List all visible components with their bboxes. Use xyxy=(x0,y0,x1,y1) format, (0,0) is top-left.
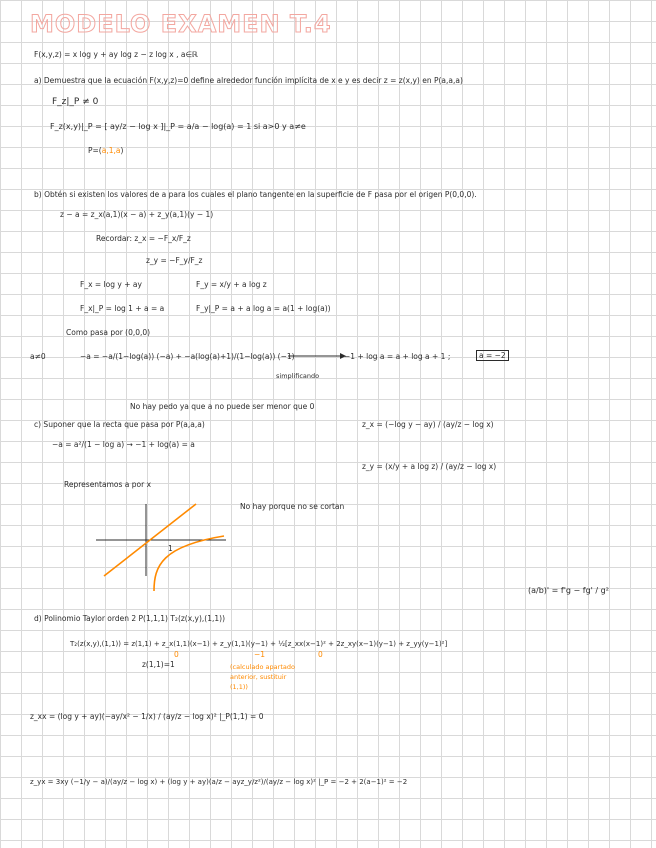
part-a-point xyxy=(88,146,123,155)
part-b-statement: b) Obtén si existen los valores de a para los cuales el plano tangente en la superficie de F pasa por el origen P(0,0,0). xyxy=(34,190,477,199)
part-b-result: a = −2 xyxy=(476,350,509,361)
part-c-statement: c) Suponer que la recta que pasa por P(a,a,a) xyxy=(34,420,205,429)
part-d-zxx: z_xx = (log y + ay)(−ay/x² − 1/x) / (ay/z − log x)² |_P(1,1) = 0 xyxy=(30,712,264,721)
page-title: MODELO EXAMEN T.4 xyxy=(30,10,332,38)
part-b-fx-p: F_x|_P = log 1 + a = a xyxy=(80,304,165,313)
part-b-recall: Recordar: z_x = −F_x/F_z xyxy=(96,234,191,243)
part-b-plane-eq: z − a = z_x(a,1)(x − a) + z_y(a,1)(y − 1) xyxy=(60,210,214,219)
part-c-eq: −a = a²/(1 − log a) → −1 + log(a) = a xyxy=(52,440,195,449)
log-curve xyxy=(154,536,224,591)
arrow-icon xyxy=(288,352,348,362)
point-value: a,1,a xyxy=(101,146,121,155)
orange-zero-2: 0 xyxy=(318,650,323,659)
part-a-fz-nonzero: F_z|_P ≠ 0 xyxy=(52,97,99,107)
part-a-statement: a) Demuestra que la ecuación F(x,y,z)=0 define alrededor función implícita de x e y es decir z = z(x,y) en P(a,a,a) xyxy=(34,76,463,85)
part-b-origin: Como pasa por (0,0,0) xyxy=(66,328,151,337)
part-b-fy-p: F_y|_P = a + a log a = a(1 + log(a)) xyxy=(196,304,331,313)
part-b-fy: F_y = x/y + a log z xyxy=(196,280,267,289)
part-d-statement: d) Polinomio Taylor orden 2 P(1,1,1) T₂(z(x,y),(1,1)) xyxy=(34,614,226,623)
part-b-zy: z_y = −F_y/F_z xyxy=(146,256,203,265)
point-label: P=( xyxy=(88,146,102,155)
sketch-graph xyxy=(96,496,236,596)
function-definition: F(x,y,z) = x log y + ay log z − z log x , a∈ℝ xyxy=(34,50,198,59)
part-d-taylor: T₂(z(x,y),(1,1)) = z(1,1) + z_x(1,1)(x−1) + z_y(1,1)(y−1) + ½[z_xx(x−1)² + 2z_xy(x−1)(y−1) + z_yy(y−1)²] xyxy=(70,640,448,648)
part-c-zy: z_y = (x/y + a log z) / (ay/z − log x) xyxy=(362,462,497,471)
part-a-fz-eval: F_z(x,y)|_P = [ ay/z − log x ]|_P = a/a − log(a) = 1 si a>0 y a≠e xyxy=(50,122,306,131)
orange-minus-one: −1 xyxy=(254,650,266,659)
part-b-note: No hay pedo ya que a no puede ser menor que 0 xyxy=(130,402,315,411)
part-c-no-cut: No hay porque no se cortan xyxy=(240,502,345,511)
part-c-zx: z_x = (−log y − ay) / (ay/z − log x) xyxy=(362,420,494,429)
part-b-eq-left: −a = −a/(1−log(a)) (−a) + −a(log(a)+1)/(1−log(a)) (−1) xyxy=(80,352,295,361)
part-c-representation: Representamos a por x xyxy=(64,480,152,489)
orange-zero-1: 0 xyxy=(174,650,179,659)
point-close: ) xyxy=(120,146,124,155)
part-b-fx: F_x = log y + ay xyxy=(80,280,142,289)
part-b-eq-right: −1 + log a = a + log a + 1 ; xyxy=(344,352,451,361)
orange-note: (calculado apartado anterior, sustituir (1,1)) xyxy=(230,663,295,691)
axis-mark-one: 1 xyxy=(168,544,173,553)
part-d-z11: z(1,1)=1 xyxy=(142,660,175,669)
part-d-zyx: z_yx = 3xy (−1/y − a)/(ay/z − log x) + (log y + ay)(a/z − ayz_y/z²)/(ay/z − log x)² |_P = −2 + 2(a−1)² = −2 xyxy=(30,778,408,786)
part-b-condition: a≠0 xyxy=(30,352,46,361)
derivative-rule: (a/b)' = f'g − fg' / g² xyxy=(528,586,609,595)
part-b-simplify: simplificando xyxy=(276,372,320,380)
